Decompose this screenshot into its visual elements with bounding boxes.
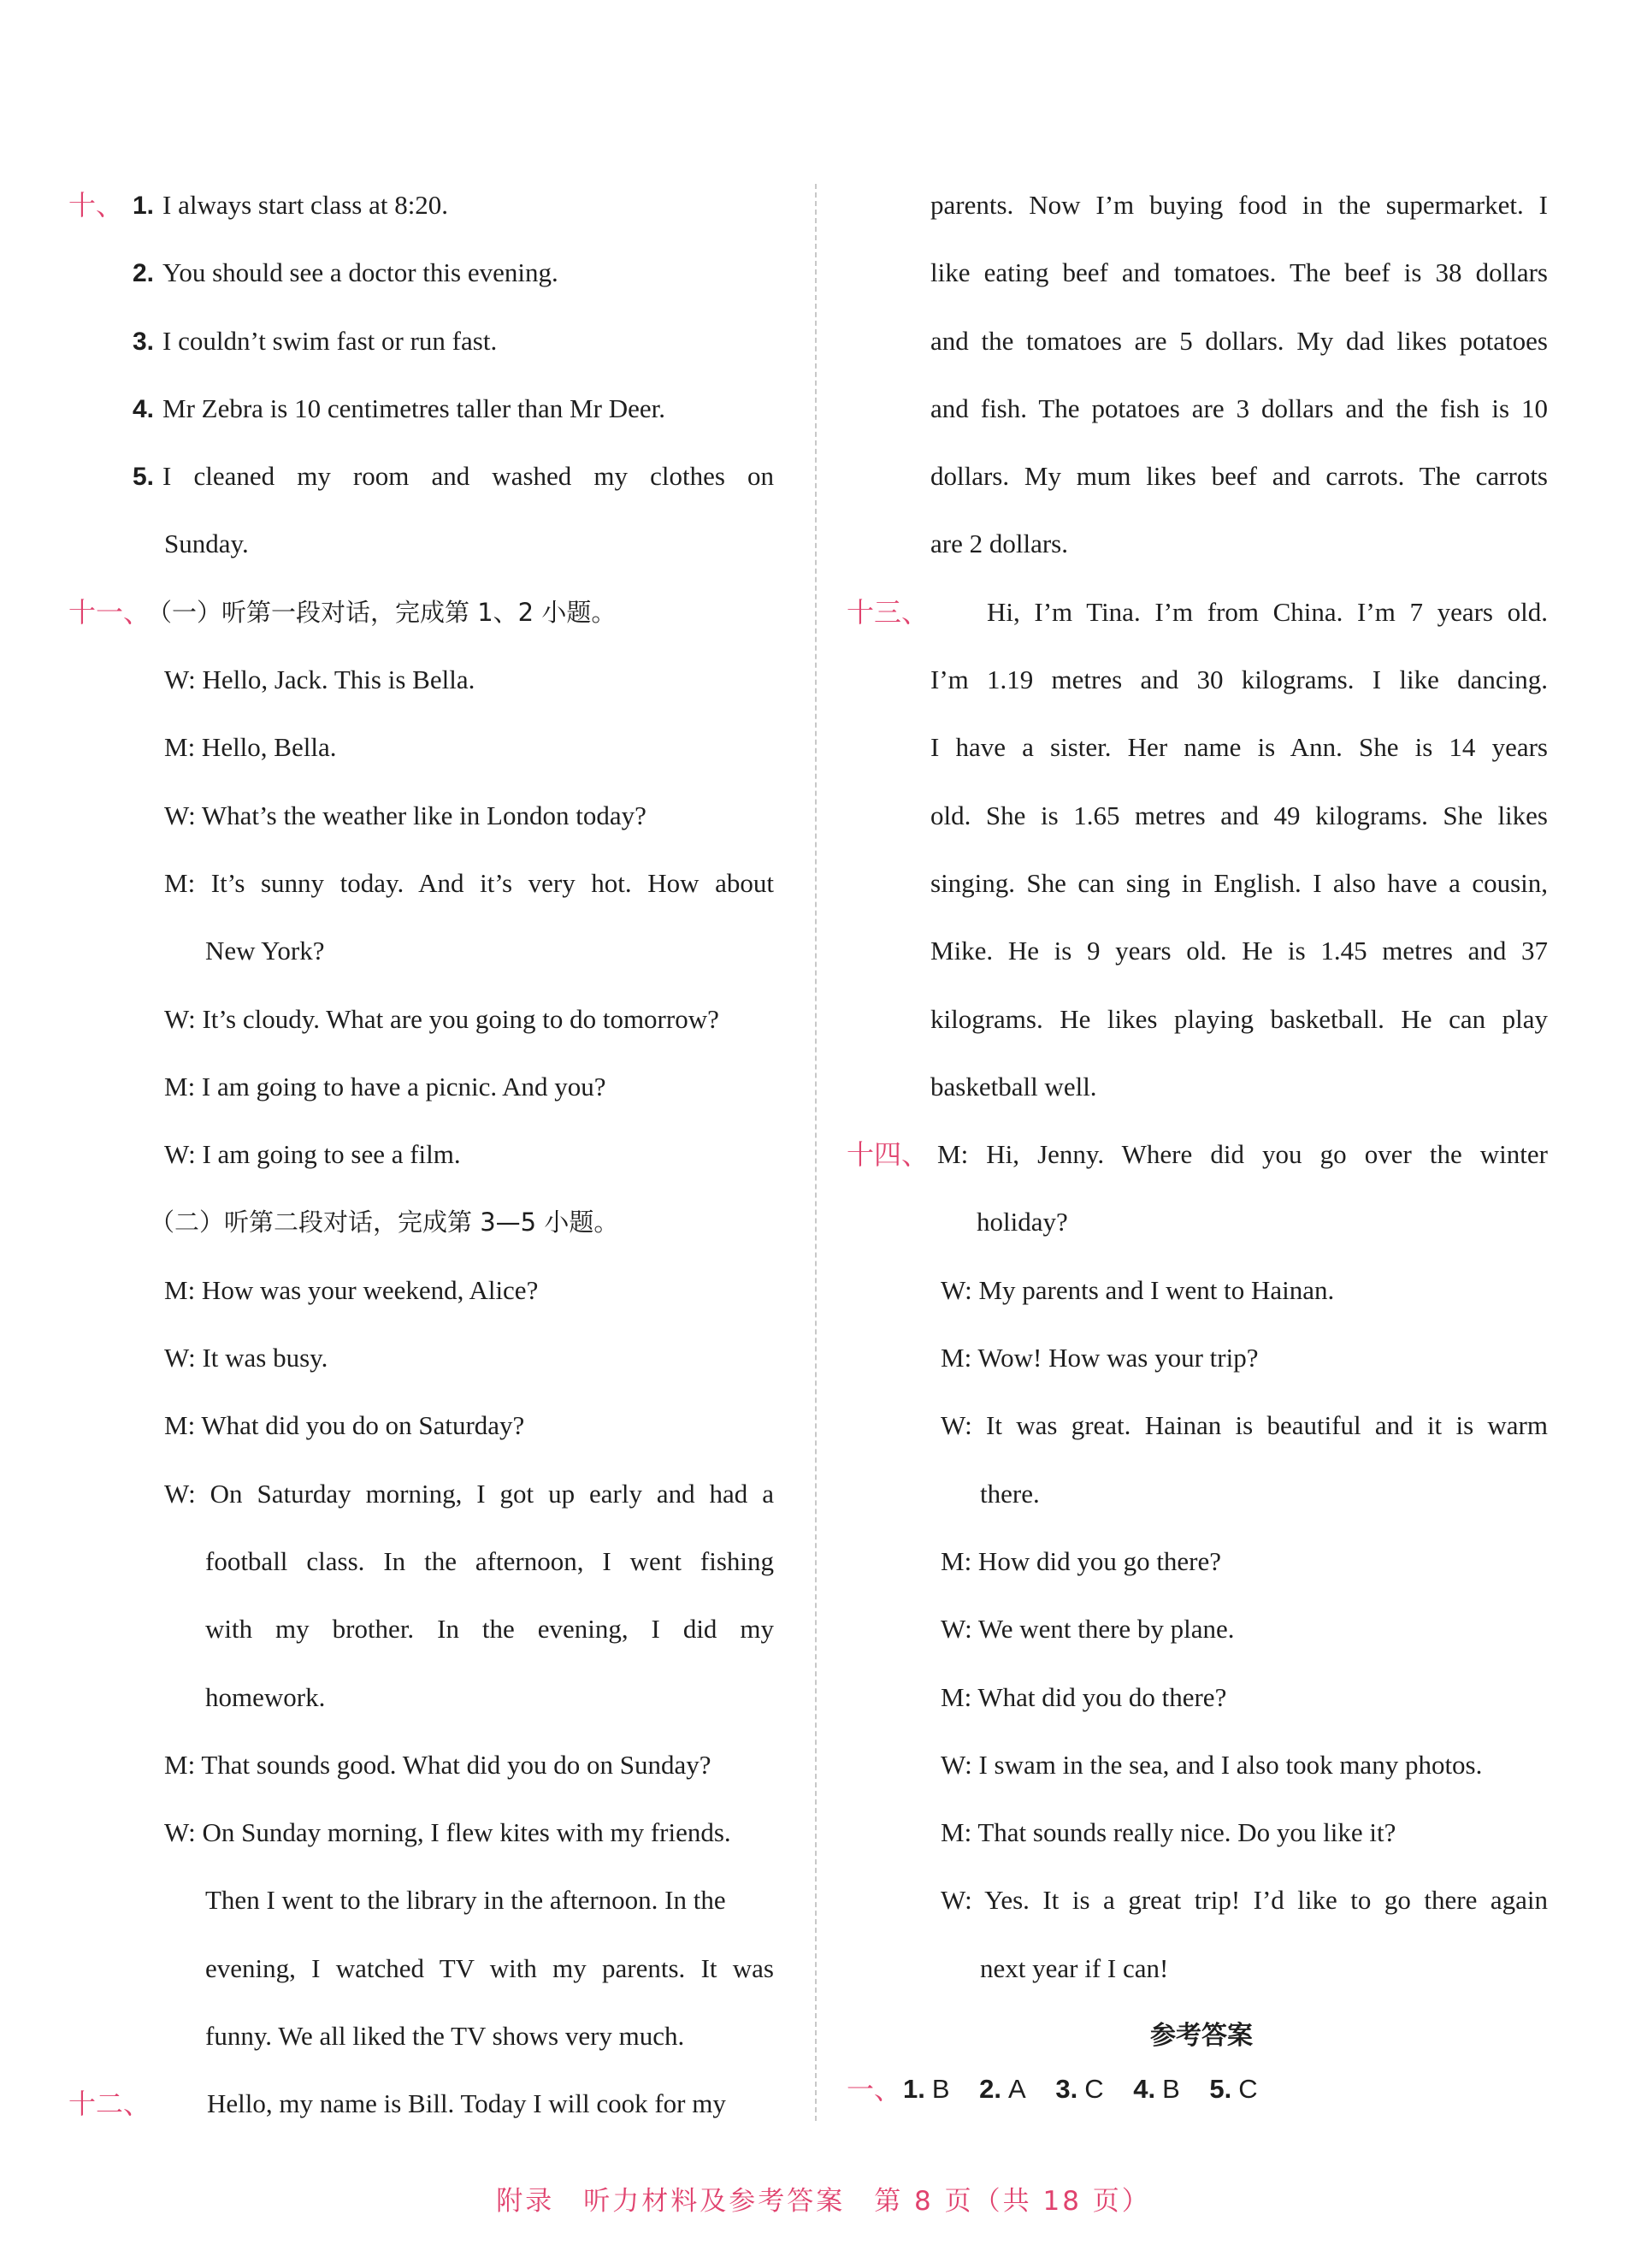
dialogue-text: W: On Saturday morning, I got up early and had a	[164, 1478, 774, 1509]
dialogue-line	[68, 1943, 778, 2011]
dialogue-text: W: My parents and I went to Hainan.	[941, 1274, 1335, 1305]
dialogue-text: M: What did you do there?	[941, 1681, 1227, 1712]
column-divider	[815, 184, 817, 2121]
dialogue-line	[847, 1807, 1556, 1875]
item-text: I always start class at 8:20.	[162, 190, 449, 220]
dialogue-line	[847, 1332, 1556, 1400]
passage-line	[847, 654, 1556, 722]
dialogue-text: M: How did you go there?	[941, 1545, 1222, 1576]
dialogue-line	[68, 1129, 778, 1196]
item-number: 5.	[133, 463, 155, 492]
dialogue-line	[847, 1739, 1556, 1807]
answers-row	[847, 2064, 1556, 2123]
answer-1: 1. B	[903, 2074, 950, 2105]
dialogue-text: M: That sounds good. What did you do on Sunday?	[164, 1749, 711, 1780]
dialogue-text: evening, I watched TV with my parents. It was	[205, 1952, 774, 1983]
section-mark-11: 十一、	[68, 595, 151, 629]
s13-first-line	[847, 587, 1556, 654]
passage-line	[847, 790, 1556, 858]
passage-text: like eating beef and tomatoes. The beef is 38 dollars	[930, 257, 1548, 288]
dialogue-line	[68, 1604, 778, 1671]
dialogue-line	[68, 1265, 778, 1332]
dialogue-text: W: On Sunday morning, I flew kites with my friends.	[164, 1817, 731, 1848]
dialogue-line	[68, 1468, 778, 1536]
s10-item-5	[68, 451, 778, 518]
passage-line	[847, 1061, 1556, 1129]
dialogue-line	[68, 2011, 778, 2078]
dialogue-text: M: I am going to have a picnic. And you?	[164, 1071, 606, 1102]
s11-part2-title-line	[68, 1196, 778, 1264]
answers-heading: 参考答案	[1150, 2021, 1253, 2052]
passage-text: Mike. He is 9 years old. He is 1.45 metres and 37	[930, 936, 1548, 966]
dialogue-line	[68, 925, 778, 993]
passage-text: singing. She can sing in English. I also have a cousin,	[930, 867, 1548, 898]
part1-title: （一）听第一段对话，完成第 1、2 小题。	[147, 597, 617, 627]
dialogue-text: M: How was your weekend, Alice?	[164, 1274, 539, 1305]
dialogue-line	[68, 654, 778, 722]
s14-first-line	[847, 1129, 1556, 1196]
dialogue-text: W: I swam in the sea, and I also took many photos.	[941, 1749, 1483, 1780]
dialogue-line	[68, 1536, 778, 1604]
dialogue-text: W: Yes. It is a great trip! I’d like to go there again	[941, 1885, 1548, 1916]
item-text: You should see a doctor this evening.	[162, 257, 558, 288]
dialogue-text: with my brother. In the evening, I did my	[205, 1614, 774, 1645]
passage-line	[847, 858, 1556, 925]
s10-item-2	[68, 247, 778, 315]
part2-title: （二）听第二段对话，完成第 3—5 小题。	[150, 1208, 619, 1237]
passage-text: Hello, my name is Bill. Today I will cook for my	[207, 2088, 726, 2119]
dialogue-text: homework.	[205, 1681, 326, 1712]
passage-line	[847, 925, 1556, 993]
passage-line	[847, 316, 1556, 383]
dialogue-text: W: Hello, Jack. This is Bella.	[164, 664, 475, 695]
section-mark-12: 十二、	[68, 2088, 151, 2121]
dialogue-text: M: Wow! How was your trip?	[941, 1343, 1259, 1373]
item-number: 2.	[133, 259, 155, 288]
s10-item-4	[68, 383, 778, 451]
right-column	[847, 180, 1556, 2123]
answer-2: 2. A	[979, 2074, 1026, 2105]
answer-3: 3. C	[1055, 2074, 1104, 2105]
section-mark-13: 十三、	[847, 595, 930, 629]
passage-line	[847, 518, 1556, 586]
item-text: Mr Zebra is 10 centimetres taller than Mr Deer.	[162, 393, 665, 423]
dialogue-line	[847, 1875, 1556, 1942]
item-text: I couldn’t swim fast or run fast.	[162, 325, 498, 356]
dialogue-text: W: I am going to see a film.	[164, 1139, 461, 1170]
passage-line	[847, 994, 1556, 1061]
dialogue-line	[847, 1604, 1556, 1671]
dialogue-line	[68, 1672, 778, 1739]
dialogue-text: Then I went to the library in the afternoon. In the	[205, 1885, 726, 1916]
dialogue-text: M: Hi, Jenny. Where did you go over the winter	[937, 1139, 1548, 1170]
dialogue-line	[68, 1875, 778, 1942]
dialogue-line	[847, 1536, 1556, 1604]
item-number: 1.	[133, 192, 155, 220]
passage-text: old. She is 1.65 metres and 49 kilograms. She likes	[930, 800, 1548, 830]
dialogue-text: W: We went there by plane.	[941, 1614, 1235, 1645]
dialogue-line	[847, 1943, 1556, 2011]
dialogue-text: there.	[980, 1478, 1040, 1509]
section-mark-14: 十四、	[847, 1138, 930, 1172]
dialogue-text: W: It’s cloudy. What are you going to do tomorrow?	[164, 1003, 719, 1034]
section-mark-answers: 一、	[847, 2073, 902, 2106]
dialogue-line	[68, 1332, 778, 1400]
dialogue-text: New York?	[205, 936, 325, 966]
dialogue-text: next year if I can!	[980, 1952, 1169, 1983]
dialogue-text: W: What’s the weather like in London today?	[164, 800, 646, 830]
s11-part1-title-line	[68, 587, 778, 654]
passage-text: I have a sister. Her name is Ann. She is 14 years	[930, 732, 1548, 763]
answer-5: 5. C	[1209, 2074, 1258, 2105]
passage-text: kilograms. He likes playing basketball. He can play	[930, 1003, 1548, 1034]
dialogue-line	[68, 1739, 778, 1807]
dialogue-text: M: Hello, Bella.	[164, 732, 337, 763]
passage-text: and fish. The potatoes are 3 dollars and the fish is 10	[930, 393, 1548, 423]
passage-text: parents. Now I’m buying food in the supermarket. I	[930, 190, 1548, 220]
passage-text: and the tomatoes are 5 dollars. My dad likes potatoes	[930, 325, 1548, 356]
dialogue-text: M: What did you do on Saturday?	[164, 1410, 525, 1441]
dialogue-text: football class. In the afternoon, I went fishing	[205, 1545, 774, 1576]
left-column	[68, 180, 778, 2147]
page-footer: 附录 听力材料及参考答案 第 8 页（共 18 页）	[496, 2186, 1151, 2217]
dialogue-line	[68, 1400, 778, 1468]
s10-item-1	[68, 180, 778, 247]
dialogue-text: holiday?	[977, 1207, 1068, 1237]
dialogue-text: M: It’s sunny today. And it’s very hot. How about	[164, 867, 774, 898]
s10-item-5-cont	[68, 518, 778, 586]
dialogue-line	[68, 1807, 778, 1875]
passage-line	[847, 451, 1556, 518]
passage-line	[847, 722, 1556, 789]
dialogue-text: funny. We all liked the TV shows very much.	[205, 2021, 685, 2052]
dialogue-text: W: It was busy.	[164, 1343, 328, 1373]
passage-text: Hi, I’m Tina. I’m from China. I’m 7 years old.	[987, 596, 1548, 627]
item-text-cont: Sunday.	[164, 529, 249, 559]
dialogue-line	[847, 1672, 1556, 1739]
item-number: 4.	[133, 394, 155, 423]
dialogue-line	[68, 994, 778, 1061]
item-text: I cleaned my room and washed my clothes on	[162, 461, 774, 492]
dialogue-line	[68, 858, 778, 925]
passage-text: basketball well.	[930, 1071, 1097, 1102]
dialogue-line	[68, 790, 778, 858]
dialogue-line	[847, 1400, 1556, 1468]
passage-text: dollars. My mum likes beef and carrots. The carrots	[930, 461, 1548, 492]
dialogue-line	[68, 1061, 778, 1129]
passage-line	[847, 383, 1556, 451]
passage-line	[847, 180, 1556, 247]
s10-item-3	[68, 316, 778, 383]
section-mark-10: 十、	[68, 189, 124, 221]
s12-first-line	[68, 2078, 778, 2146]
dialogue-line	[68, 722, 778, 789]
dialogue-line	[847, 1468, 1556, 1536]
item-number: 3.	[133, 327, 155, 356]
answer-4: 4. B	[1133, 2074, 1180, 2105]
dialogue-text: M: That sounds really nice. Do you like it?	[941, 1817, 1396, 1848]
passage-text: I’m 1.19 metres and 30 kilograms. I like dancing.	[930, 664, 1548, 695]
dialogue-line	[847, 1265, 1556, 1332]
dialogue-text: W: It was great. Hainan is beautiful and it is warm	[941, 1410, 1548, 1441]
passage-line	[847, 247, 1556, 315]
passage-text: are 2 dollars.	[930, 529, 1068, 559]
dialogue-line	[847, 1196, 1556, 1264]
